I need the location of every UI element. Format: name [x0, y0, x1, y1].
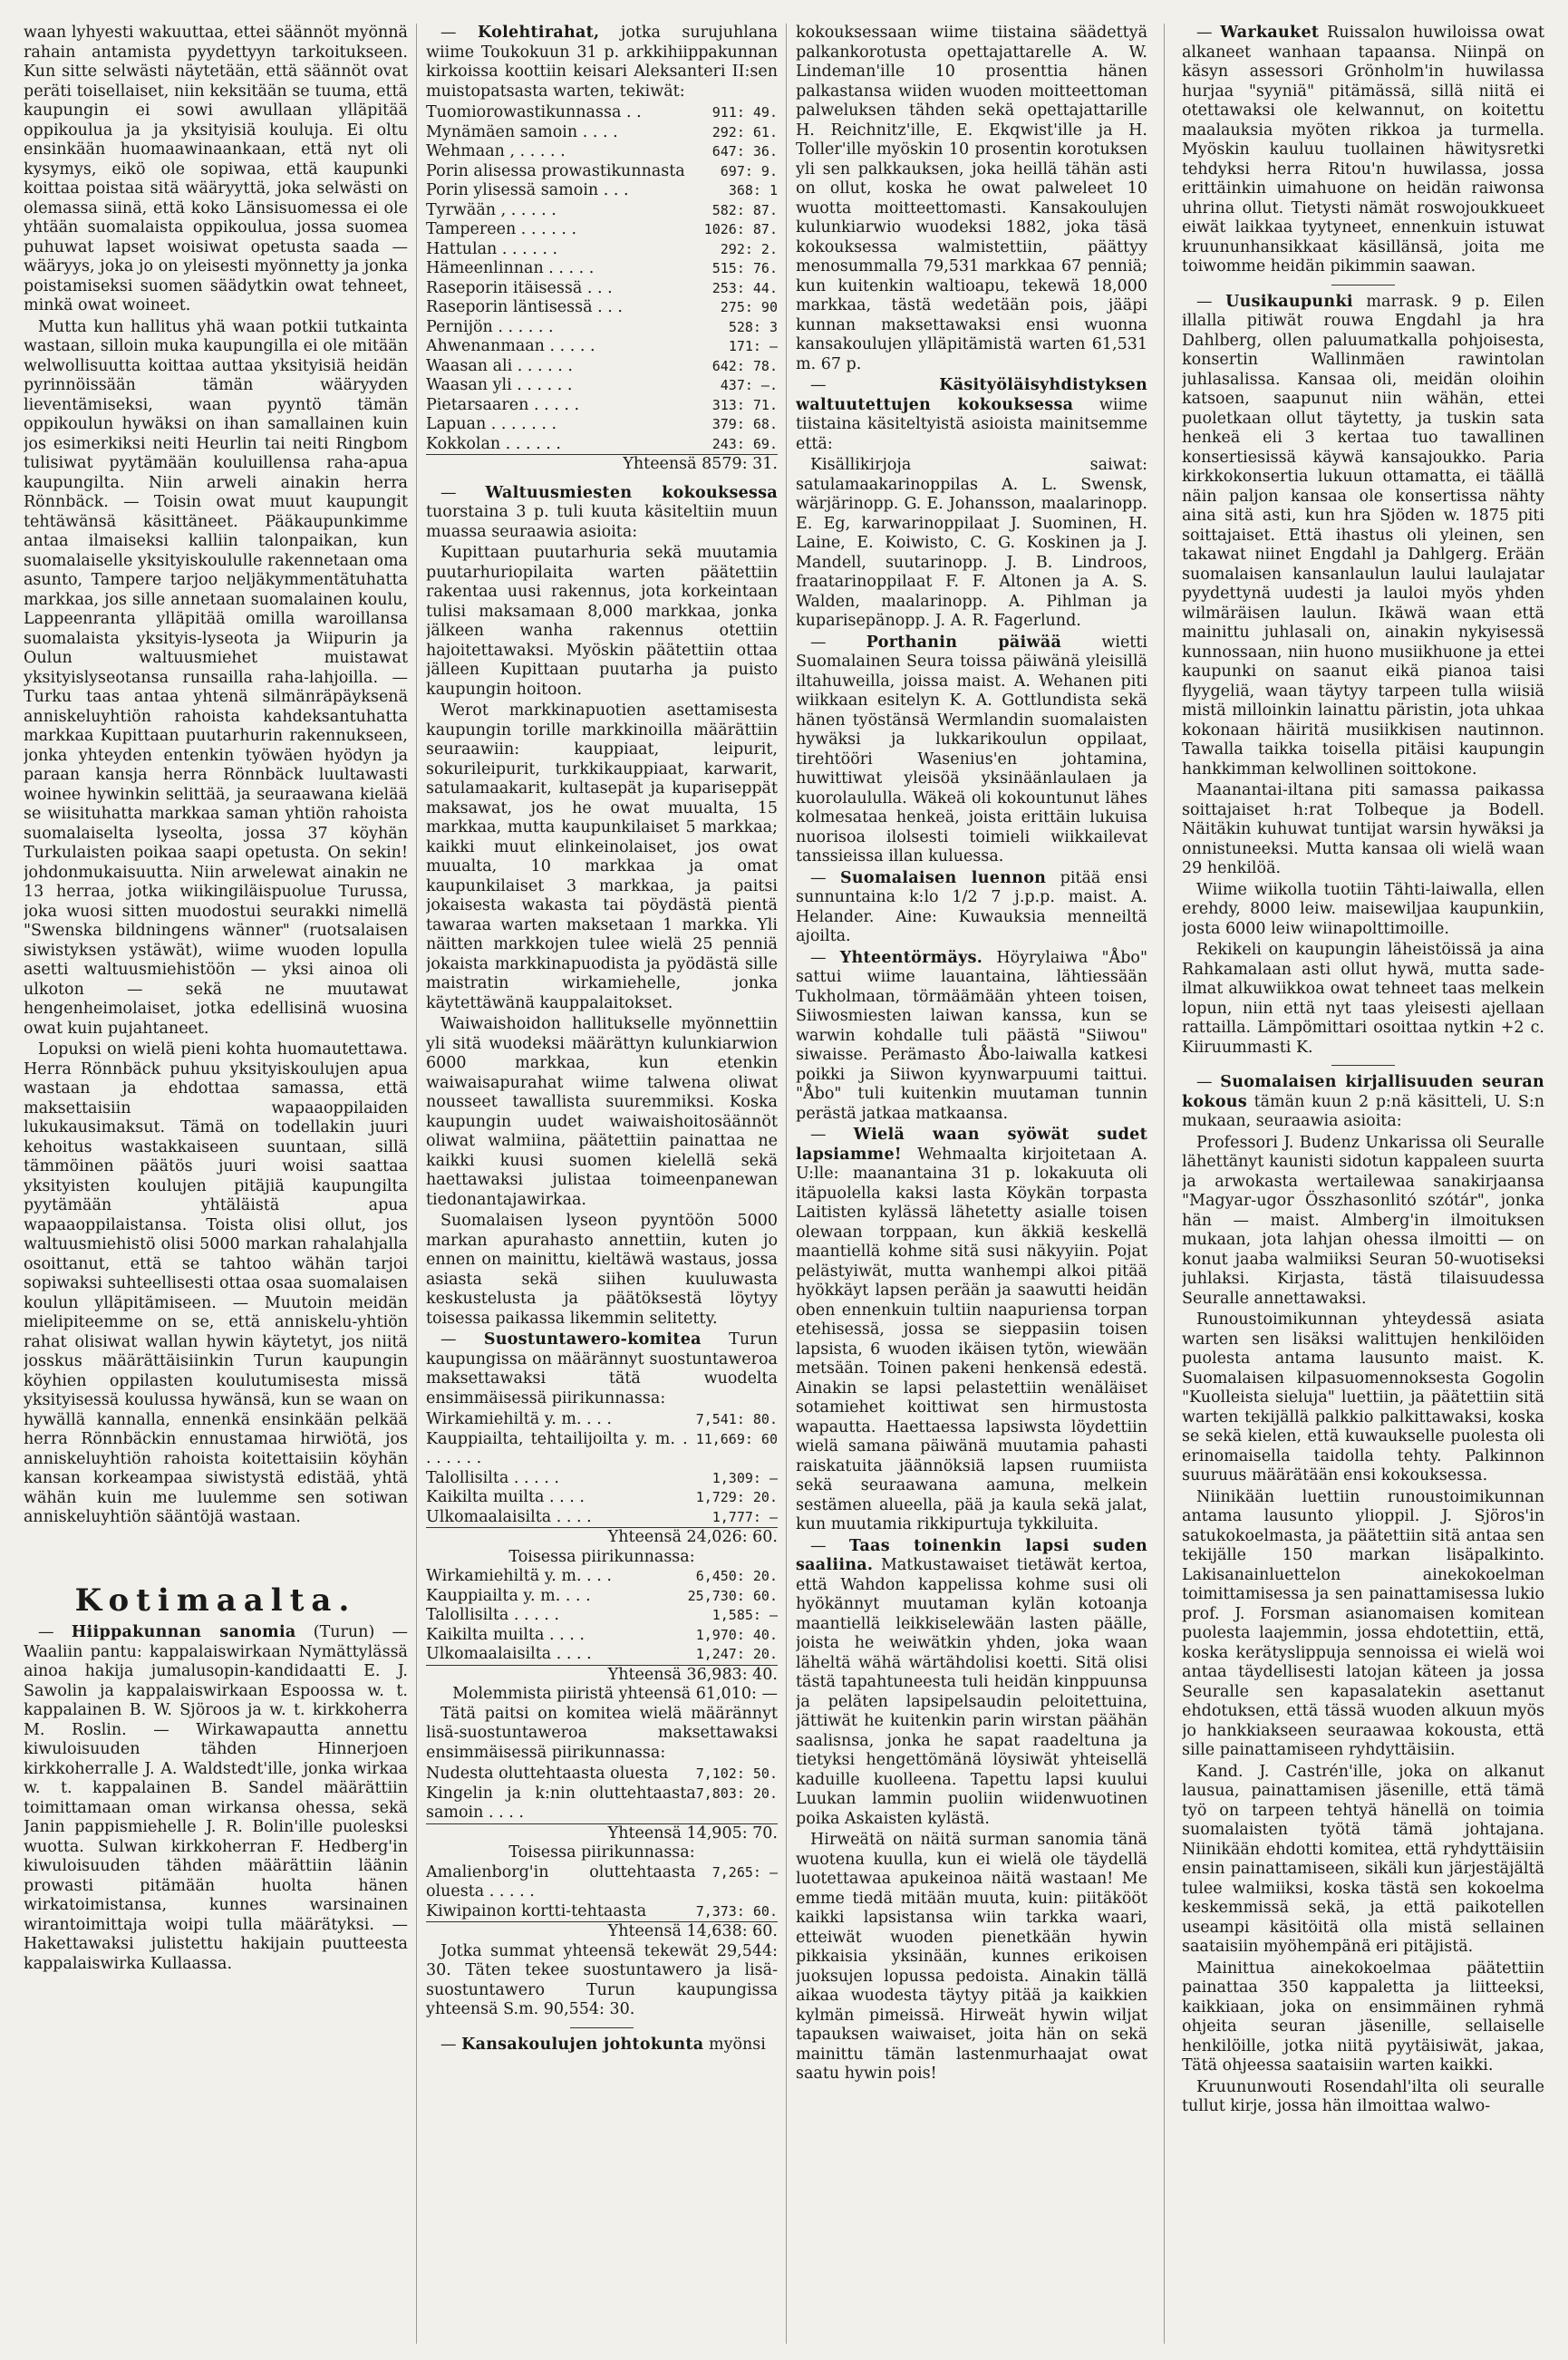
- row-label: Wirkamiehiltä y. m. . . .: [426, 1567, 612, 1585]
- row-label: Amalienborg'in oluttehtaasta oluesta . . . . .: [426, 1862, 696, 1901]
- column-3: kokouksessaan wiime tiistaina säädettyä palkankorotusta opettajattarelle A. W. Lindeman'ille 10 prosenttia hänen palkastansa wiiden wuoden moitteettoman palweluksen tähden sekä opettajattarille H. Reichnitz'ille, E. Ekqwist'ille ja H. Toller'ille myöskin 10 prosentin korotuksen yli sen palkkauksen, joka heillä tähän asti on ollut, koska he owat palweleet 10 wuotta moitteettomasti. Kansakoulujen kulunkiarwio wuodeksi 1882, joka täsä kokouksessa walmistettiin, päättyy menosummalla 79,531 markkaa 67 penniä; kun kuitenkin waltioapu, tekewä 18,000 markkaa, tästä wedetään pois, jääpi kunnan maksettawaksi ensi wuonna kansakoulujen ylläpitämistä warten 61,531 m. 67 p. — Käsityöläisyhdistyksen waltuutettujen kokouksessa wiime tiistaina käsiteltyistä asioista mainitsemme että: Kisällikirjoja saiwat: satulamaakarinoppilas A. L. Swensk, wärjärinopp. G. E. Johansson, maalarinopp. E. Eg, karwarinoppilaat J. Suominen, H. Laine, E. Koiwisto, C. G. Koskinen ja J. Mandell, suutarinopp. J. B. Lindroos, fraatarinoppilaat F. F. Altonen ja A. S. Walden, maalarinopp. A. Pihlman ja kuparisepänopp. J. A. R. Fagerlund. — Porthanin päiwää wietti Suomalainen Seura toissa päiwänä yleisillä iltahuweilla, joissa maist. A. Wehanen piti wiikkaan esitelyn K. A. Gottlundista sekä hänen työstänsä Wermlandin suomalaisten hywäksi ja lukkarikoulun oppilaat, tirehtööri Wasenius'en johtamina, huwittiwat yleisöä yksinäänlaulaen ja kuorolaululla. Wäkeä oli kokountunut lähes kolmesataa henkeä, joista erittäin lukuisa nuorisoa ilolsesti toimieli wiikkailevat tanssieissa illan kuluessa. — Suomalaisen luennon pitää ensi sunnuntaina k:lo 1/2 7 j.p.p. maist. A. Helander. Aine: Kuwauksia menneiltä ajoilta. — Yhteentörmäys. Höyrylaiwa "Åbo" sattui wiime lauantaina, lähtiessään Tukholmaan, törmäämään yhteen toisen, Siiwosmiesten laiwan kanssa, kun se warwin kohdalle tuli päästä "Siiwou" siwaisse. Perämasto Åbo-laiwalla katkesi poikki ja Siiwon kyynwarpuumi taittui. "Åbo" tuli kuitenkin muutaman tunnin perästä jatkaa matkaansa. — Wielä waan syöwät sudet lapsiamme! Wehmaalta kirjoitetaan A. U:lle: maanantaina 31 p. lokakuuta oli itäpuolella kaksi lasta Köykän torpasta Laitisten kylässä lähetetty asialle toisen olewaan torppaan, kun äkkiä keskellä maantiellä kohme sitä susi näkyyiin. Pojat pelästyiwät, mutta wanhempi alkoi pitää hyökkäyt lapsen perään ja saawutti heidän oben ennenkuin tultiin naapuriensa torpan etehisessä, jossa se sieppasiin toisen lapsista, 6 wuoden ikäisen tytön, wiewään metsään. Toinen pakeni henkensä edestä. Ainakin se lapsi pelastettiin wenäläiset sotamiehet koittiwat sen hirmustosta wapautta. Haettaessa lapsiwsta löydettiin wielä samana päiwänä muutamia pahasti raiskatuita jäännöksiä lapsen ruumiista sekä seuraawana aamuna, melkein sestämen alueella, pää ja kaula sekä jalat, kun muutamia rikkipurtuja tykkiluita. — Taas toinenkin lapsi suden saaliina. Matkustawaiset tietäwät kertoa, että Wahdon kappelissa kohme susi oli hyökännyt muutaman kylän kotoanja maantiellä leikkiselewään lasten päälle, joista he weiwätkin yhden, joka waan läheltä wähä wärtähdolisi koetti. Sitä olisi tästä tapahtuneesta tuli heidän kinppuunsa ja peläten lapsipelsaudin peloitettuina, jättiwät he kuitenkin parin wirstan päähän saalisnsa, jonka he sapat raadeltuna ja tietyksi hengettömänä löysiwät yhteisellä kaduille kuolleena. Tapettu lapsi kuului Luukan lammin puoliin wiidenwuotinen poika Askaisten kylästä. Hirweätä on näitä surman sanomia tänä wuotena kuulla, kun ei wielä ole täydellä luotettawaa apukeinoa näitä wastaan! Me emme tiedä mitään muuta, kuin: piitäkööt kaikki lapsistansa wiin tarkka waari, etteiwät wuoden pienetkään hywin pikkaisia yksinään, kunnes erikoisen juoksujen lopussa pedoista. Ainakin tällä aikaa wuodesta täytyy pitää ja kaikkien kylmän pimeissä. Hirweät hywin wiljat tapauksen waiwaiset, joita hän on sekä mainittu tämän lastenmurhaajat owat saatu hywin pois!: [796, 24, 1147, 2083]
- row-label: Porin ylisessä samoin . . .: [426, 181, 629, 199]
- row-label: Waasan ali . . . . . .: [426, 356, 573, 375]
- row-label: Porin alisessa prowastikunnasta: [426, 161, 685, 180]
- article-text: wietti Suomalainen Seura toissa päiwänä yleisillä iltahuweilla, joissa maist. A. Wehanen piti wiikkaan esitelyn K. A. Gottlundista sekä hänen työstänsä Wermlandin suomalaisten hywäksi ja lukkarikoulun oppilaat, tirehtööri Wasenius'en johtamina, huwittiwat yleisöä yksinäänlaulaen ja kuorolaululla. Wäkeä oli kokountunut lähes kolmesataa henkeä, joista erittäin lukuisa nuorisoa ilolsesti toimieli wiikkailevat tanssieissa illan kuluessa.: [796, 633, 1147, 866]
- article-text: Tätä paitsi on komitea wielä määrännyt lisä-suostuntaweroa maksettawaksi ensimmäisessä piirikunnassa:: [426, 1704, 778, 1762]
- row-label: Ulkomaalaisilta . . . .: [426, 1645, 592, 1663]
- row-label: Talollisilta . . . . .: [426, 1468, 559, 1487]
- table-row: [426, 1508, 778, 1528]
- article-title: Suostuntawero-komitea: [483, 1330, 702, 1349]
- tax-table: [426, 1765, 778, 1942]
- row-value: 1,585: —: [711, 1607, 778, 1623]
- row-value: 515: 76.: [711, 260, 778, 276]
- table-row: [426, 1902, 778, 1922]
- row-value: 528: 3: [728, 318, 778, 335]
- row-value: 1,777: —: [711, 1508, 778, 1525]
- article-text: marrask. 9 p. Eilen illalla pitiwät rouwa Engdahl ja hra Dahlberg, ollen paluumatkalla pohjoisesta, konsertin Wallinmäen rawintolan juhlasalissa. Kansaa oli, meidän oloihin katsoen, saapunut niin wähän, ettei puoletkaan ollut täytetty, ja tuskin sata henkeä eli 3 kertaa tuo tawallinen konsertiesissä käywä kansajoukko. Paria kirkkokonsertia lukuun ottamatta, ei täällä näin paljon kansaa ole konsertissa nähty aina sitä asti, kun hra Sjöden w. 1875 piti soittajaiset. Että ihastus oli yleinen, sen takawat niinet Engdahl ja Dahlgerg. Erään suomalaisen kansanlaulun laului laulajatar pyydettynä uudesti ja lauloi myös yhden wilmäräisen laulun. Ikäwä waan että mainittu juhlasali on, ainakin nykyisessä kunnossaan, niin huono musiikhuone ja ettei kaupunki on saanut eikä pianoa taisi flyygeliä, waan täytyy tarpeen tulla wiisiä mistä milloinkin lainattu päristin, jota uhkaa kokonaan häiritä musiikkisen nautinnon. Tawalla taikka toisella pitäisi kaupungin hankkimman kelwollinen soittokone.: [1182, 292, 1544, 779]
- row-value: 7,265: —: [711, 1863, 778, 1881]
- table-row: [426, 123, 778, 143]
- table-row: [426, 201, 778, 221]
- row-label: Raseporin itäisessä . . .: [426, 278, 613, 297]
- row-label: Kauppiailta, tehtailijoilta y. m. . . . . . . .: [426, 1429, 688, 1467]
- row-value: 7,541: 80.: [695, 1411, 778, 1427]
- table-row: [426, 279, 778, 299]
- article-title: Wielä waan syöwät sudet lapsiamme!: [796, 1126, 1147, 1164]
- row-label: Tyrwään , . . . . .: [426, 200, 557, 219]
- article-text: Lopuksi on wielä pieni kohta huomautettawa. Herra Rönnbäck puhuu yksityiskoulujen apua wastaan ja ehdottaa samassa, että maksettaisiin wapaaoppilaiden lukukausimaksut. Tämä on todellakin juuri kehoitus wastakkaiseen suuntaan, sillä tämmöinen päätös juuri woisi saattaa yksityisten koulujen pitäjiä kaupungilta pyytämään yhtäläistä apua wapaaoppilaistansa. Toista olisi ollut, jos waltuusmiehistö olisi 5000 markan rahalahjalla osoittanut, että se tahtoo wähän tarjoi sopiwaksi suhteellisesti ottaa osaa suomalaisen koulun ylläpitämiseen. — Muutoin meidän mielipiteemme on se, että anniskelu-yhtiön rahat olisiwat wallan hywin käytetyt, jos niitä josskus määrättäisiinkin Turun kaupungin köyhien oppilasten koulutumisesta missä yksityisessä koulussa hywänsä, kun se waan on hywällä kannalla, ennenkä ensinkään pelkää herra Rönnbäckin ennustamaa hirwiötä, jos anniskeluyhtiön rahoista koitettaisiin köyhän kansan korkeampaa siwistystä edistää, yhtä wähän kuin me luulemme sen sotiwan anniskeluyhtiön sääntöjä wastaan.: [24, 1040, 408, 1526]
- row-value: 253: 44.: [711, 279, 778, 296]
- article-text: Kupittaan puutarhuria sekä muutamia puutarhuriopilaita warten päätettiin rakentaa uusi rakennus, jota korkeintaan tulisi maksamaan 8,000 markkaa, jonka jälkeen wanha rakennus otettiin hajoitettawaksi. Myöskin päätettiin ottaa jälleen Kupittaan puutarha ja puisto kaupungin hoitoon.: [426, 544, 778, 699]
- row-label: Hattulan . . . . . .: [426, 239, 558, 258]
- row-label: Wehmaan , . . . . .: [426, 142, 566, 160]
- separator: [1331, 1065, 1395, 1066]
- table-row: [426, 337, 778, 357]
- table-total: Molemmista piiristä yhteensä 61,010: —: [452, 1685, 778, 1703]
- row-value: 11,669: 60: [695, 1430, 778, 1447]
- table-row: [426, 357, 778, 377]
- row-value: 7,102: 50.: [695, 1765, 778, 1782]
- row-label: Talollisilta . . . . .: [426, 1606, 559, 1624]
- row-value: 1,309: —: [711, 1469, 778, 1486]
- article-text: Höyrylaiwa "Åbo" sattui wiime lauantaina, lähtiessään Tukholmaan, törmäämään yhteen toisen, Siiwosmiesten laiwan kanssa, kun se warwin kohdalle tuli päästä "Siiwou" siwaisse. Perämasto Åbo-laiwalla katkesi poikki ja Siiwon kyynwarpuumi taittui. "Åbo" tuli kuitenkin muutaman tunnin perästä jatkaa matkaansa.: [796, 948, 1147, 1123]
- table-row: [426, 1765, 778, 1785]
- row-value: 7,803: 20.: [695, 1785, 778, 1802]
- article-title: Uusikaupunki: [1225, 292, 1353, 311]
- column-4: — Warkauket Ruissalon huwiloissa owat alkaneet wanhaan tapaansa. Niinpä on käsyn assessori Grönholm'in huwilassa hurjaa "syyniä" pitämässä, sillä niitä ei otettawaksi ole kelwannut, on koitettu maalauksia myöten rikkoa ja turmella. Myöskin kauluu tuollainen häwitysretki tehdyksi herra Ritou'n huwilassa, jossa erittäinkin uimahuone on heidän raiwonsa uhrina ollut. Tietysti nämät roswojoukkueet eiwät laikkaa tyytyneet, ennenkuin istuwat kruununhansikkaat käsillänsä, joita me toiwomme heidän pikimmin saawan. — Uusikaupunki marrask. 9 p. Eilen illalla pitiwät rouwa Engdahl ja hra Dahlberg, ollen paluumatkalla pohjoisesta, konsertin Wallinmäen rawintolan juhlasalissa. Kansaa oli, meidän oloihin katsoen, saapunut niin wähän, ettei puoletkaan ollut täytetty, ja tuskin sata henkeä eli 3 kertaa tuo tawallinen konsertiesissä käywä kansajoukko. Paria kirkkokonsertia lukuun ottamatta, ei täällä näin paljon kansaa ole konsertissa nähty aina sitä asti, kun hra Sjöden w. 1875 piti soittajaiset. Että ihastus oli yleinen, sen takawat niinet Engdahl ja Dahlgerg. Erään suomalaisen kansanlaulun laului laulajatar pyydettynä uudesti ja lauloi myös yhden wilmäräisen laulun. Ikäwä waan että mainittu juhlasali on, ainakin nykyisessä kunnossaan, niin huono musiikhuone ja ettei kaupunki on saanut eikä pianoa taisi flyygeliä, waan täytyy tarpeen tulla wiisiä mistä milloinkin lainattu päristin, jota uhkaa kokonaan häiritä musiikkisen nautinnon. Tawalla taikka toisella pitäisi kaupungin hankkimman kelwollinen soittokone. Maanantai-iltana piti samassa paikassa soittajaiset h:rat Tolbeque ja Bodell. Näitäkin kuhuwat tuntijat warsin hywäksi ja onnistuneeksi. Mutta kansaa oli wielä waan 29 henkilöä. Wiime wiikolla tuotiin Tähti-laiwalla, ellen erehdy, 8000 leiw. maisewiljaa kaupunkiin, josta 6000 leiw wiinapolttimoille. Rekikeli on kaupungin läheistöissä ja aina Rahkamalaan asti ollut hywä, mutta sade-ilmat alkuwiikkoa owat tehneet taas melkein lopun, niin että nyt taas yleisesti ajellaan rattailla. Lämpömittari osoittaa nytkin +2 c. Kiiruummasti K. — Suomalaisen kirjallisuuden seuran kokous tämän kuun 2 p:nä käsitteli, U. S:n mukaan, seuraawia asioita: Professori J. Budenz Unkarissa oli Seuralle lähettänyt kaunisti sidotun kappaleen suurta ja arwokasta wertailewaa sanakirjaansa "Magyar-ugor Összhasonlitó szótár", jonka hän — maist. Almberg'in ilmoituksen mukaan, jota lahjan ohessa ilmoitti — on konut jaaba walmiiksi Seuran 50-wuotiseksi juhlaksi. Kirjasta, tästä tilaisuudessa Seuralle annettawaksi. Runoustoimikunnan yhteydessä asiata warten sen lisäksi walittujen henkilöiden puolesta antama lausunto maist. K. Suomalaisen kilpasuomennoksesta Gogolin "Kuolleista sieluja" luettiin, ja päätettiin sitä warten tekijällä palkkio palkittawaksi, koska se sekä kielen, että kuwaukselle puolesta oli erinomaisella taidolla tehty. Palkinnon suuruus määrätään ensi kokouksessa. Niinikään luettiin runoustoimikunnan antama lausunto ylioppil. J. Sjöros'in satukokoelmasta, ja päätettiin sitä antaa sen tekijälle 150 markan lisäpalkinto. Lakisanainluettelon ainekokoelman toimittamisessa ja sen painattamisessa lukio prof. J. Forsman asianomaisen komitean puolesta laajemmin, jossa ehdotettiin, että, koska kerätyslippuja sennoissa ei wielä woi antaa täydellisesti latojan käteen ja jossa Seuralle sen kapasalatekin asettanut ehdotuksen, että tässä wuoden alkuun myös jo hankkiakseen seuraawaa kokousta, että sille painattamiseen ryhdyttäisiin. Kand. J. Castrén'ille, joka on alkanut lausua, painattamisen jäsenille, että tämä työ on tarpeen tehtyä hänellä on toimia suomalaisten työtä tämä johtajana. Niinikään ehdotti komitea, että ryhdyttäisiin ensin painattamiseen, sikäli kun järjestäjältä tulee walmiiksi, koska tästä sen kokoelma keskemmissä sekä, ja että paikotellen useampi käsitöitä olla mistä sellainen saataisiin myöhempänä eri pitäjistä. Mainittua ainekokoelmaa päätettiin painattaa 350 kappaletta ja liitteeksi, kaikkiaan, joka on ensimmäinen ryhmä ohjeita seuran jäsenille, sellaiselle henkilöille, jotka niitä pyytäisiwät, jakaa, Tätä ohjeessa saataisiin warten kaikki. Kruununwouti Rosendahl'ilta oli seuralle tullut kirje, jossa hän ilmoittaa walwo-: [1182, 24, 1544, 2115]
- row-value: 1,247: 20.: [695, 1646, 778, 1662]
- table-row: [426, 435, 778, 455]
- article-text: Werot markkinapuotien asettamisesta kaupungin torille markkinoilla määrättiin seuraawiin: kauppiaat, leipurit, sokurileipurit, turkkikauppiaat, karwarit, satulamaakarit, kultasepät ja kupariseppät maksawat, jos he owat muualta, 15 markkaa, mutta kaupunkilaiset 5 markkaa; kaikki muut elinkeinolaiset, jos owat muualta, 10 markkaa ja omat kaupunkilaiset 3 markkaa, ja paitsi jokaisesta wakasta tai pöydästä pientä tawaraa warten maksetaan 1 markka. Yli näitten markkojen tulee wielä 25 penniä jokaista markkinapuodista ja pyödästä sille maistratin wirkamiehelle, jonka käytettäwänä kauppalaitokset.: [426, 701, 778, 1012]
- article-text: Kisällikirjoja saiwat: satulamaakarinoppilas A. L. Swensk, wärjärinopp. G. E. Johansson, maalarinopp. E. Eg, karwarinoppilaat J. Suominen, H. Laine, E. Koiwisto, C. G. Koskinen ja J. Mandell, suutarinopp. J. B. Lindroos, fraatarinoppilaat F. F. Altonen ja A. S. Walden, maalarinopp. A. Pihlman ja kuparisepänopp. J. A. R. Fagerlund.: [796, 456, 1147, 630]
- table-row: [426, 1863, 778, 1902]
- table-row: [426, 142, 778, 162]
- row-value: 292: 2.: [720, 240, 778, 257]
- article-text: Suomalaisen lyseon pyyntöön 5000 markan apurahasto annettiin, kuten jo ennen on mainittu, kieltäwä wastaus, jossa asiasta sekä siihen kuuluwasta keskustelusta ja päätöksestä löytyy toisessa paikassa likemmin selitetty.: [426, 1212, 778, 1328]
- section-heading: Kotimaalta.: [74, 1581, 357, 1619]
- table-row: [426, 1587, 778, 1607]
- table-row: [426, 376, 778, 396]
- article-title: Taas toinenkin lapsi suden saaliina.: [796, 1536, 1147, 1574]
- row-value: 243: 69.: [711, 435, 778, 452]
- row-value: 697: 9.: [720, 162, 778, 179]
- table-total: Yhteensä 14,638: 60.: [426, 1922, 778, 1942]
- article-text: Turun kaupungissa on määrännyt suostuntaweroa maksettawaksi tätä wuodelta ensimmäisessä piirikunnassa:: [426, 1330, 778, 1407]
- article-text: Waaliin pantu: kappalaiswirkaan Nymättylässä ainoa hakija jumalusopin-kandidaatti E. J. Sawolin ja kappalaiswirkaan Espoossa w. t. kappalainen B. W. Sjöroos ja w. t. kirkkoherra M. Roslin. — Wirkawapautta annettu kiwuloisuuden tähden Hinnerjoen kirkkoherralle J. A. Waldstedt'ille, jonka wirkaa w. t. kappalainen B. Sandel määrättiin toimittamaan oman wirkansa ohessa, sekä Janin pappismiehelle J. R. Bolin'ille puolesksi wuotta. Sulwan kirkkoherran F. Hedberg'in kiwuloisuuden tähden määrättiin läänin prowasti pitämään huolta hänen wirkatoimistansa, kunnes warsinainen wirantoimittaja woipi tulla määrätyksi. — Hakettawaksi julistettu hakijain puutteesta kappalaiswirka Kullaassa.: [24, 1642, 408, 1973]
- row-value: 1,970: 40.: [695, 1626, 778, 1643]
- table-row: [426, 1785, 778, 1824]
- table-total: Yhteensä 24,026: 60.: [426, 1528, 778, 1548]
- table-total: Yhteensä 8579: 31.: [426, 455, 778, 475]
- row-label: Kaikilta muilta . . . .: [426, 1488, 585, 1506]
- row-label: Tampereen . . . . . .: [426, 220, 577, 238]
- article-title: Käsityöläisyhdistyksen waltuutettujen kokouksessa: [796, 376, 1147, 414]
- row-value: 642: 78.: [711, 357, 778, 374]
- row-value: 292: 61.: [711, 123, 778, 140]
- table-row: [426, 298, 778, 318]
- article-text: Professori J. Budenz Unkarissa oli Seuralle lähettänyt kaunisti sidotun kappaleen suurta ja arwokasta wertailewaa sanakirjaansa "Magyar-ugor Összhasonlitó szótár", jonka hän — maist. Almberg'in ilmoituksen mukaan, jota lahjan ohessa ilmoitti — on konut jaaba walmiiksi Seuran 50-wuotiseksi juhlaksi. Kirjasta, tästä tilaisuudessa Seuralle annettawaksi.: [1182, 1133, 1544, 1308]
- article-text: Kand. J. Castrén'ille, joka on alkanut lausua, painattamisen jäsenille, että tämä työ on tarpeen tehtyä hänellä on toimia suomalaisten työtä tämä johtajana. Niinikään ehdotti komitea, että ryhdyttäisiin ensin painattamiseen, sikäli kun järjestäjältä tulee walmiiksi, koska tästä sen kokoelma keskemmissä sekä, ja että paikotellen useampi käsitöitä olla mistä sellainen saataisiin myöhempänä eri pitäjistä.: [1182, 1762, 1544, 1956]
- article-text: Rekikeli on kaupungin läheistöissä ja aina Rahkamalaan asti ollut hywä, mutta sade-ilmat alkuwiikkoa owat tehneet taas melkein lopun, niin että nyt taas yleisesti ajellaan rattailla. Lämpömittari osoittaa nytkin +2 c. Kiiruummasti K.: [1182, 941, 1544, 1057]
- row-value: 1026: 87.: [703, 221, 778, 237]
- row-label: Pietarsaaren . . . . .: [426, 395, 580, 414]
- table-row: [426, 1469, 778, 1489]
- article-title: Warkauket: [1220, 24, 1320, 42]
- article-title: Porthanin päiwää: [866, 633, 1062, 652]
- table-row: [426, 1488, 778, 1508]
- table-total: Yhteensä 36,983: 40.: [426, 1665, 778, 1685]
- column-rule: [1164, 24, 1165, 2344]
- table-row: [426, 415, 778, 435]
- row-label: Raseporin läntisessä . . .: [426, 298, 623, 316]
- table-row: [426, 1410, 778, 1430]
- row-value: 25,730: 60.: [687, 1587, 778, 1604]
- table-heading: Toisessa piirikunnassa:: [508, 1843, 695, 1862]
- table-row: [426, 1645, 778, 1665]
- table-row: [426, 1430, 778, 1469]
- table-total: Yhteensä 14,905: 70.: [426, 1823, 778, 1843]
- article-text: jotka surujuhlana wiime Toukokuun 31 p. arkkihiippakunnan kirkoissa koottiin keisari Aleksanteri II:sen muistopatsasta warten, tekiwät:: [426, 24, 778, 101]
- row-label: Waasan yli . . . . . .: [426, 376, 573, 394]
- article-text: tuorstaina 3 p. tuli kuuta käsiteltiin muun muassa seuraawia asioita:: [426, 503, 778, 541]
- row-label: Hämeenlinnan . . . . .: [426, 259, 595, 277]
- column-2: — Kolehtirahat, jotka surujuhlana wiime Toukokuun 31 p. arkkihiippakunnan kirkoissa koottiin keisari Aleksanteri II:sen muistopatsasta warten, tekiwät: Tuomiorowastikunnassa . . 911: 49. Mynämäen samoin . . . . 292: 61. Wehmaan , . . . . . 647: 36. Porin alisessa prowastikunnasta 697: 9. Porin ylisessä samoin . . . 368: 1 Tyrwään , . . . . . 582: 87. Tampereen . . . . . . 1026: 87. Hattulan . . . . . . 292: 2. Hämeenlinnan . . . . . 515: 76. Raseporin itäisessä . . . 253: 44. Raseporin läntisessä . . . 275: 90 Pernijön . . . . . . 528: 3 Ahwenanmaan . . . . . 171: — Waasan ali . . . . . . 642: 78. Waasan yli . . . . . . 437: —. Pietarsaaren . . . . . 313: 71. Lapuan . . . . . . . 379: 68. Kokkolan . . . . . . 243: 69. Yhteensä 8579: 31. — Waltuusmiesten kokouksessa tuorstaina 3 p. tuli kuuta käsiteltiin muun muassa seuraawia asioita: Kupittaan puutarhuria sekä muutamia puutarhuriopilaita warten päätettiin rakentaa uusi rakennus, jota korkeintaan tulisi maksamaan 8,000 markkaa, jonka jälkeen wanha rakennus otettiin hajoitettawaksi. Myöskin päätettiin ottaa jälleen Kupittaan puutarha ja puisto kaupungin hoitoon. Werot markkinapuotien asettamisesta kaupungin torille markkinoilla määrättiin seuraawiin: kauppiaat, leipurit, sokurileipurit, turkkikauppiaat, karwarit, satulamaakarit, kultasepät ja kupariseppät maksawat, jos he owat muualta, 15 markkaa, mutta kaupunkilaiset 5 markkaa; kaikki muut elinkeinolaiset, jos owat muualta, 10 markkaa ja omat kaupunkilaiset 3 markkaa, ja paitsi jokaisesta wakasta tai pöydästä pientä tawaraa warten maksetaan 1 markka. Yli näitten markkojen tulee wielä 25 penniä jokaista markkinapuodista ja pyödästä sille maistratin wirkamiehelle, jonka käytettäwänä kauppalaitokset. Waiwaishoidon hallitukselle myönnettiin yli sitä wuodeksi määrättyn kulunkiarwion 6000 markkaa, kun etenkin waiwaisapurahat wiime talwena oliwat nousseet tawallista suuremmiksi. Koska kaupungin uudet waiwaishoitosäännöt oliwat walmiina, päätettiin painattaa ne kaikki kuusi suomen kielellä sekä haettawaksi julistaa toimeenpanewan tiedonantajawirkaa. Suomalaisen lyseon pyyntöön 5000 markan apurahasto annettiin, kuten jo ennen on mainittu, kieltäwä wastaus, jossa asiasta sekä siihen kuuluwasta keskustelusta ja päätöksestä löytyy toisessa paikassa likemmin selitetty. — Suostuntawero-komitea Turun kaupungissa on määrännyt suostuntaweroa maksettawaksi tätä wuodelta ensimmäisessä piirikunnassa: Wirkamiehiltä y. m. . . . 7,541: 80. Kauppiailta, tehtailijoilta y. m. . . . . . . . 11,669: 60 Talollisilta . . . . . 1,309: — Kaikilta muilta . . . . 1,729: 20. Ulkomaalaisilta . . . . 1,777: — Yhteensä 24,026: 60. Toisessa piirikunnassa: Wirkamiehiltä y. m. . . . 6,450: 20. Kauppiailta y. m. . . . 25,730: 60. Talollisilta . . . . . 1,585: — Kaikilta muilta . . . . 1,970: 40. Ulkomaalaisilta . . . . 1,247: 20. Yhteensä 36,983: 40. Molemmista piiristä yhteensä 61,010: — Tätä paitsi on komitea wielä määrännyt lisä-suostuntaweroa maksettawaksi ensimmäisessä piirikunnassa: Nudesta oluttehtaasta oluesta 7,102: 50. Kingelin ja k:nin oluttehtaasta samoin . . . . 7,803: 20. Yhteensä 14,905: 70. Toisessa piirikunnassa: Amalienborg'in oluttehtaasta oluesta . . . . . 7,265: — Kiwipainon kortti-tehtaasta 7,373: 60. Yhteensä 14,638: 60. Jotka summat yhteensä tekewät 29,544: 30. Täten tekee suostuntawero ja lisä-suostuntawero Turun kaupungissa yhteensä S.m. 90,554: 30. — Kansakoulujen johtokunta myönsi: [426, 24, 778, 2054]
- article-text: myönsi: [708, 2035, 766, 2054]
- table-row: [426, 181, 778, 201]
- article-title: Waltuusmiesten kokouksessa: [485, 483, 778, 502]
- tax-table: [426, 1410, 778, 1705]
- table-heading: Toisessa piirikunnassa:: [508, 1547, 695, 1566]
- row-value: 7,373: 60.: [695, 1902, 778, 1920]
- article-text: Wehmaalta kirjoitetaan A. U:lle: maanantaina 31 p. lokakuuta oli itäpuolella kaksi lasta Köykän torpasta Laitisten kylässä lähetetty asialle toisen olewaan torppaan, kun äkkiä keskellä maantiellä kohme sitä susi näkyyiin. Pojat pelästyiwät, mutta wanhempi alkoi pitää hyökkäyt lapsen perään ja saawutti heidän oben ennenkuin tultiin naapuriensa torpan etehisessä, jossa se sieppasiin toisen lapsista, 6 wuoden ikäisen tytön, wiewään metsään. Toinen pakeni henkensä edestä. Ainakin se lapsi pelastettiin wenäläiset sotamiehet koittiwat sen hirmustosta wapautta. Haettaessa lapsiwsta löydettiin wielä samana päiwänä muutamia pahasti raiskatuita jäännöksiä lapsen ruumiista sekä seuraawana aamuna, melkein sestämen alueella, pää ja kaula sekä jalat, kun muutamia rikkipurtuja tykkiluita.: [796, 1145, 1147, 1533]
- row-value: 171: —: [728, 338, 778, 354]
- article-text: Mutta kun hallitus yhä waan potkii tutkainta wastaan, silloin muka kaupungilla ei ole mitään welwollisuutta koittaa auttaa yksityisiä heidän pyrinnöissään tämän wääryyden lieventämiseksi, waan pyyntö tämän oppikoulun hywäksi on ihan samallainen kuin jos esimerkiksi neiti Heurlin tai neiti Ringbom tulisiwat pyytämään kouluillensa raha-apua kaupungilta. Niin arweli ainakin herra Rönnbäck. — Toisin owat muut kaupungit tehtäwänsä käsittäneet. Pääkaupunkimme antaa ilmaiseksi kalliin talonpaikan, kun suomalaiselle yksityiskoululle rakennetaan oma asunto, Tampere tarjoo neljäkymmentätuhatta markkaa, jos sille annetaan suomalainen koulu, Lappeenranta ylläpitää omilla waroillansa suomalaista yksityis-lyseota ja Wiipurin ja Oulun waltuusmiehet muistawat yksityislyseotansa runsailla raha-lahjoilla. — Turku taas antaa yhtenä silmänräpäyksenä anniskeluyhtiön rahoista kahdeksantuhatta markkaa Kupittaan puutarhurin rakennukseen, jonka yhteyden entenkin työwäen hyödyn ja paraan kansja herra Rönnbäck luultawasti woinee hywinkin selittää, ja seuraawana kielää se wiisituhatta markkaa saman yhtiön rahoista suomalaiselta lyseolta, jossa 37 köyhän Turkulaisten poikaa saapi opetusta. On sekin! johdonmukaisuutta. Niin arwelewat ainakin ne 13 herraa, jotka wiikingiläispuolue Turussa, joka wuosi sitten muodostui seurakki nimellä "Swenska bildningens wänner" (ruotsalaisen siwistyksen ystäwät), wiime wuoden lopulla asetti waltuusmiehistöön — yksi ainoa oli ulkoton — sekä ne muutawat hengenheimolaiset, jotka edellisinä wuosina owat kuin pujahtaneet.: [24, 317, 408, 1038]
- article-text: Waiwaishoidon hallitukselle myönnettiin yli sitä wuodeksi määrättyn kulunkiarwion 6000 markkaa, kun etenkin waiwaisapurahat wiime talwena oliwat nousseet tawallista suuremmiksi. Koska kaupungin uudet waiwaishoitosäännöt oliwat walmiina, päätettiin painattaa ne kaikki kuusi suomen kielellä sekä haettawaksi julistaa toimeenpanewan tiedonantajawirkaa.: [426, 1015, 778, 1209]
- table-row: [426, 240, 778, 260]
- article-title: Kansakoulujen johtokunta: [461, 2035, 704, 2054]
- row-value: 313: 71.: [711, 396, 778, 413]
- article-text: Matkustawaiset tietäwät kertoa, että Wahdon kappelissa kohme susi oli hyökännyt muutaman kylän kotoanja maantiellä leikkiselewään lasten päälle, joista he weiwätkin yhden, joka waan läheltä wähä wärtähdolisi koetti. Sitä olisi tästä tapahtuneesta tuli heidän kinppuunsa ja peläten lapsipelsaudin peloitettuina, jättiwät he kuitenkin parin wirstan päähän saalisnsa, jonka he sapat raadeltuna ja tietyksi hengettömänä löysiwät yhteisellä kaduille kuolleena. Tapettu lapsi kuului Luukan lammin puoliin wiidenwuotinen poika Askaisten kylästä.: [796, 1556, 1147, 1828]
- article-text: Kruununwouti Rosendahl'ilta oli seuralle tullut kirje, jossa hän ilmoittaa walwo-: [1182, 2077, 1544, 2115]
- column-rule: [416, 24, 417, 2344]
- row-label: Pernijön . . . . . .: [426, 317, 554, 336]
- article-text: Wiime wiikolla tuotiin Tähti-laiwalla, ellen erehdy, 8000 leiw. maisewiljaa kaupunkiin, josta 6000 leiw wiinapolttimoille.: [1182, 880, 1544, 938]
- row-label: Ulkomaalaisilta . . . .: [426, 1507, 592, 1526]
- row-label: Nudesta oluttehtaasta oluesta: [426, 1765, 669, 1783]
- table-row: [426, 318, 778, 338]
- article-text: Jotka summat yhteensä tekewät 29,544: 30. Täten tekee suostuntawero ja lisä-suostuntawero Turun kaupungissa yhteensä S.m. 90,554: 30.: [426, 1941, 778, 2018]
- row-value: 1,729: 20.: [695, 1489, 778, 1505]
- table-row: [426, 259, 778, 279]
- article-text: waan lyhyesti wakuuttaa, ettei säännöt myönnä rahain antamista pyydettyyn tarkoitukseen. Kun sitte selwästi näytetään, että säännöt ovat peräti toisellaiset, niin keksitään se tuuma, että kaupungin ei sowi awullaan ylläpitää oppikoulua ja ja yksityisiä kouluja. Ei oltu ensinkään huomaawinaankaan, että nyt oli kysymys, eikö ole sopiwaa, että kaupunki koittaa poistaa sitä wääryyttä, joka selwästi on olemassa siinä, että koko Länsisuomessa ei ole yhtään suomalaista oppikoulua, jossa suomea puhuwat lapset woisiwat opetusta saada — wääryys, joka jo on yleisesti myönnetty ja jonka poistamiseksi suomen säädytkin owat tehneet, minkä owat woineet.: [24, 24, 408, 314]
- row-value: 911: 49.: [711, 104, 778, 121]
- collection-table: [426, 103, 778, 475]
- article-title: Hiippakunnan sanomia: [71, 1623, 296, 1641]
- article-title: Yhteentörmäys.: [839, 948, 983, 967]
- table-row: [426, 220, 778, 240]
- article-title: Kolehtirahat,: [477, 24, 600, 42]
- row-label: Mynämäen samoin . . . .: [426, 122, 618, 141]
- row-value: 582: 87.: [711, 201, 778, 218]
- article-title: Suomalaisen kirjallisuuden seuran kokous: [1182, 1073, 1544, 1111]
- table-row: [426, 1626, 778, 1646]
- article-text: Mainittua ainekokoelmaa päätettiin painattaa 350 kappaletta ja liitteeksi, kaikkiaan, joka on ensimmäinen ryhmä ohjeita seuran jäsenille, sellaiselle henkilöille, jotka niitä pyytäisiwät, jakaa, Tätä ohjeessa saataisiin warten kaikki.: [1182, 1959, 1544, 2075]
- row-value: 647: 36.: [711, 143, 778, 160]
- article-text: pitää ensi sunnuntaina k:lo 1/2 7 j.p.p. maist. A. Helander. Aine: Kuwauksia menneiltä ajoilta.: [796, 868, 1147, 945]
- article-text: Maanantai-iltana piti samassa paikassa soittajaiset h:rat Tolbeque ja Bodell. Näitäkin kuhuwat tuntijat warsin hywäksi ja onnistuneeksi. Mutta kansaa oli wielä waan 29 henkilöä.: [1182, 781, 1544, 877]
- article-text: kokouksessaan wiime tiistaina säädettyä palkankorotusta opettajattarelle A. W. Lindeman'ille 10 prosenttia hänen palkastansa wiiden wuoden moitteettoman palweluksen tähden sekä opettajattarille H. Reichnitz'ille, E. Ekqwist'ille ja H. Toller'ille myöskin 10 prosentin korotuksen yli sen palkkauksen, joka heillä tähän asti on ollut, koska he owat palweleet 10 wuotta moitteettomasti. Kansakoulujen kulunkiarwio wuodeksi 1882, joka täsä kokouksessa walmistettiin, päättyy menosummalla 79,531 markkaa 67 penniä; kun kuitenkin waltioapu, tekewä 18,000 markkaa, tästä wedetään pois, jääpi kunnan maksettawaksi ensi wuonna kansakoulujen ylläpitämistä warten 61,531 m. 67 p.: [796, 24, 1147, 373]
- table-row: [426, 396, 778, 416]
- row-label: Kokkolan . . . . . .: [426, 434, 561, 453]
- row-label: Tuomiorowastikunnassa . .: [426, 103, 642, 121]
- row-value: 6,450: 20.: [695, 1568, 778, 1584]
- table-row: [426, 1567, 778, 1587]
- row-label: Lapuan . . . . . . .: [426, 415, 557, 433]
- article-text: Runoustoimikunnan yhteydessä asiata warten sen lisäksi walittujen henkilöiden puolesta antama lausunto maist. K. Suomalaisen kilpasuomennoksesta Gogolin "Kuolleista sieluja" luettiin, ja päätettiin sitä warten tekijällä palkkio palkittawaksi, koska se sekä kielen, että kuwaukselle puolesta oli erinomaisella taidolla tehty. Palkinnon suuruus määrätään ensi kokouksessa.: [1182, 1311, 1544, 1485]
- row-label: Wirkamiehiltä y. m. . . .: [426, 1410, 612, 1428]
- separator: [570, 2027, 634, 2028]
- column-rule: [786, 24, 787, 2344]
- row-label: Kiwipainon kortti-tehtaasta: [426, 1901, 647, 1920]
- table-row: [426, 103, 778, 123]
- article-text: Niinikään luettiin runoustoimikunnan antama lausunto ylioppil. J. Sjöros'in satukokoelmasta, ja päätettiin sitä antaa sen tekijälle 150 markan lisäpalkinto. Lakisanainluettelon ainekokoelman toimittamisessa ja sen painattamisessa lukio prof. J. Forsman asianomaisen komitean puolesta laajemmin, jossa ehdotettiin, että, koska kerätyslippuja sennoissa ei wielä woi antaa täydellisesti latojan käteen ja jossa Seuralle sen kapasalatekin asettanut ehdotuksen, että tässä wuoden alkuun myös jo hankkiakseen seuraawaa kokousta, että sille painattamiseen ryhdyttäisiin.: [1182, 1487, 1544, 1759]
- article-title: Suomalaisen luennon: [839, 868, 1047, 887]
- article-text: Ruissalon huwiloissa owat alkaneet wanhaan tapaansa. Niinpä on käsyn assessori Grönholm'in huwilassa hurjaa "syyniä" pitämässä, sillä niitä ei otettawaksi ole kelwannut, on koitettu maalauksia myöten rikkoa ja turmella. Myöskin kauluu tuollainen häwitysretki tehdyksi herra Ritou'n huwilassa, jossa erittäinkin uimahuone on heidän raiwonsa uhrina ollut. Tietysti nämät roswojoukkueet eiwät laikkaa tyytyneet, ennenkuin istuwat kruununhansikkaat käsillänsä, joita me toiwomme heidän pikimmin saawan.: [1182, 24, 1544, 276]
- article-text: wiime tiistaina käsiteltyistä asioista mainitsemme että:: [796, 395, 1147, 453]
- row-label: Kauppiailta y. m. . . .: [426, 1586, 591, 1605]
- article-place: (Turun) —: [313, 1623, 408, 1641]
- row-label: Kaikilta muilta . . . .: [426, 1625, 585, 1644]
- article-text: tämän kuun 2 p:nä käsitteli, U. S:n mukaan, seuraawia asioita:: [1182, 1092, 1544, 1130]
- row-value: 275: 90: [720, 299, 778, 315]
- row-value: 368: 1: [728, 182, 778, 198]
- row-value: 437: —.: [720, 377, 778, 393]
- row-label: Kingelin ja k:nin oluttehtaasta samoin . . . .: [426, 1784, 696, 1822]
- table-row: [426, 1606, 778, 1626]
- table-row: [426, 162, 778, 182]
- column-1: waan lyhyesti wakuuttaa, ettei säännöt myönnä rahain antamista pyydettyyn tarkoitukseen. Kun sitte selwästi näytetään, että säännöt ovat peräti toisellaiset, niin keksitään se tuuma, että kaupungin ei sowi awullaan ylläpitää oppikoulua ja ja yksityisiä kouluja. Ei oltu ensinkään huomaawinaankaan, että nyt oli kysymys, eikö ole sopiwaa, että kaupunki koittaa poistaa sitä wääryyttä, joka selwästi on olemassa siinä, että koko Länsisuomessa ei ole yhtään suomalaista oppikoulua, jossa suomea puhuwat lapset woisiwat opetusta saada — wääryys, joka jo on yleisesti myönnetty ja jonka poistamiseksi suomen säädytkin owat tehneet, minkä owat woineet. Mutta kun hallitus yhä waan potkii tutkainta wastaan, silloin muka kaupungilla ei ole mitään welwollisuutta koittaa auttaa yksityisiä heidän pyrinnöissään tämän wääryyden lieventämiseksi, waan pyyntö tämän oppikoulun hywäksi on ihan samallainen kuin jos esimerkiksi neiti Heurlin tai neiti Ringbom tulisiwat pyytämään kouluillensa raha-apua kaupungilta. Niin arweli ainakin herra Rönnbäck. — Toisin owat muut kaupungit tehtäwänsä käsittäneet. Pääkaupunkimme antaa ilmaiseksi kalliin talonpaikan, kun suomalaiselle yksityiskoululle rakennetaan oma asunto, Tampere tarjoo neljäkymmentätuhatta markkaa, jos sille annetaan suomalainen koulu, Lappeenranta ylläpitää omilla waroillansa suomalaista yksityis-lyseota ja Wiipurin ja Oulun waltuusmiehet muistawat yksityislyseotansa runsailla raha-lahjoilla. — Turku taas antaa yhtenä silmänräpäyksenä anniskeluyhtiön rahoista kahdeksantuhatta markkaa Kupittaan puutarhurin rakennukseen, jonka yhteyden entenkin työwäen hyödyn ja paraan kansja herra Rönnbäck luultawasti woinee hywinkin selittää, ja seuraawana kielää se wiisituhatta markkaa saman yhtiön rahoista suomalaiselta lyseolta, jossa 37 köyhän Turkulaisten poikaa saapi opetusta. On sekin! johdonmukaisuutta. Niin arwelewat ainakin ne 13 herraa, jotka wiikingiläispuolue Turussa, joka wuosi sitten muodostui seurakki nimellä "Swenska bildningens wänner" (ruotsalaisen siwistyksen ystäwät), wiime wuoden lopulla asetti waltuusmiehistöön — yksi ainoa oli ulkoton — sekä ne muutawat hengenheimolaiset, jotka edellisinä wuosina owat kuin pujahtaneet. Lopuksi on wielä pieni kohta huomautettawa. Herra Rönnbäck puhuu yksityiskoulujen apua wastaan ja ehdottaa samassa, että maksettaisiin wapaaoppilaiden lukukausimaksut. Tämä on todellakin juuri kehoitus wastakkaiseen suuntaan, sillä tämmöinen päätös juuri woisi saattaa yksityisten koulujen pitäjiä kaupungilta pyytämään yhtäläistä apua wapaaoppilaistansa. Toista olisi ollut, jos waltuusmiehistö olisi 5000 markan rahalahjalla osoittanut, että se tahtoo wähän tarjoi sopiwaksi suhteellisesti ottaa osaa suomalaisen koulun ylläpitämiseen. — Muutoin meidän mielipiteemme on se, että anniskelu-yhtiön rahat olisiwat wallan hywin käytetyt, jos niitä josskus määrättäisiinkin Turun kaupungin köyhien oppilasten koulutumisesta missä yksityisessä koulussa hywänsä, kun se waan on hywällä kannalla, ennenkä ensinkään pelkää herra Rönnbäckin ennustamaa hirwiötä, jos anniskeluyhtiön rahoista koitettaisiin köyhän kansan korkeampaa siwistystä edistää, yhtä wähän kuin me luulemme sen sotiwan anniskeluyhtiön sääntöjä wastaan. Kotimaalta. — Hiippakunnan sanomia (Turun) — Waaliin pantu: kappalaiswirkaan Nymättylässä ainoa hakija jumalusopin-kandidaatti E. J. Sawolin ja kappalaiswirkaan Espoossa w. t. kappalainen B. W. Sjöroos ja w. t. kirkkoherra M. Roslin. — Wirkawapautta annettu kiwuloisuuden tähden Hinnerjoen kirkkoherralle J. A. Waldstedt'ille, jonka wirkaa w. t. kappalainen B. Sandel määrättiin toimittamaan oman wirkansa ohessa, sekä Janin pappismiehelle J. R. Bolin'ille puolesksi wuotta. Sulwan kirkkoherran F. Hedberg'in kiwuloisuuden tähden määrättiin läänin prowasti pitämään huolta hänen wirkatoimistansa, kunnes warsinainen wirantoimittaja woipi tulla määrätyksi. — Hakettawaksi julistettu hakijain puutteesta kappalaiswirka Kullaassa.: [24, 24, 408, 1973]
- row-value: 379: 68.: [711, 416, 778, 432]
- row-label: Ahwenanmaan . . . . .: [426, 337, 595, 355]
- article-text: Hirweätä on näitä surman sanomia tänä wuotena kuulla, kun ei wielä ole täydellä luotettawaa apukeinoa näitä wastaan! Me emme tiedä mitään muuta, kuin: piitäkööt kaikki lapsistansa wiin tarkka waari, etteiwät wuoden pienetkään hywin pikkaisia yksinään, kunnes erikoisen juoksujen lopussa pedoista. Ainakin tällä aikaa wuodesta täytyy pitää ja kaikkien kylmän pimeissä. Hirweät hywin wiljat tapauksen waiwaiset, joita hän on sekä mainittu tämän lastenmurhaajat owat saatu hywin pois!: [796, 1831, 1147, 2083]
